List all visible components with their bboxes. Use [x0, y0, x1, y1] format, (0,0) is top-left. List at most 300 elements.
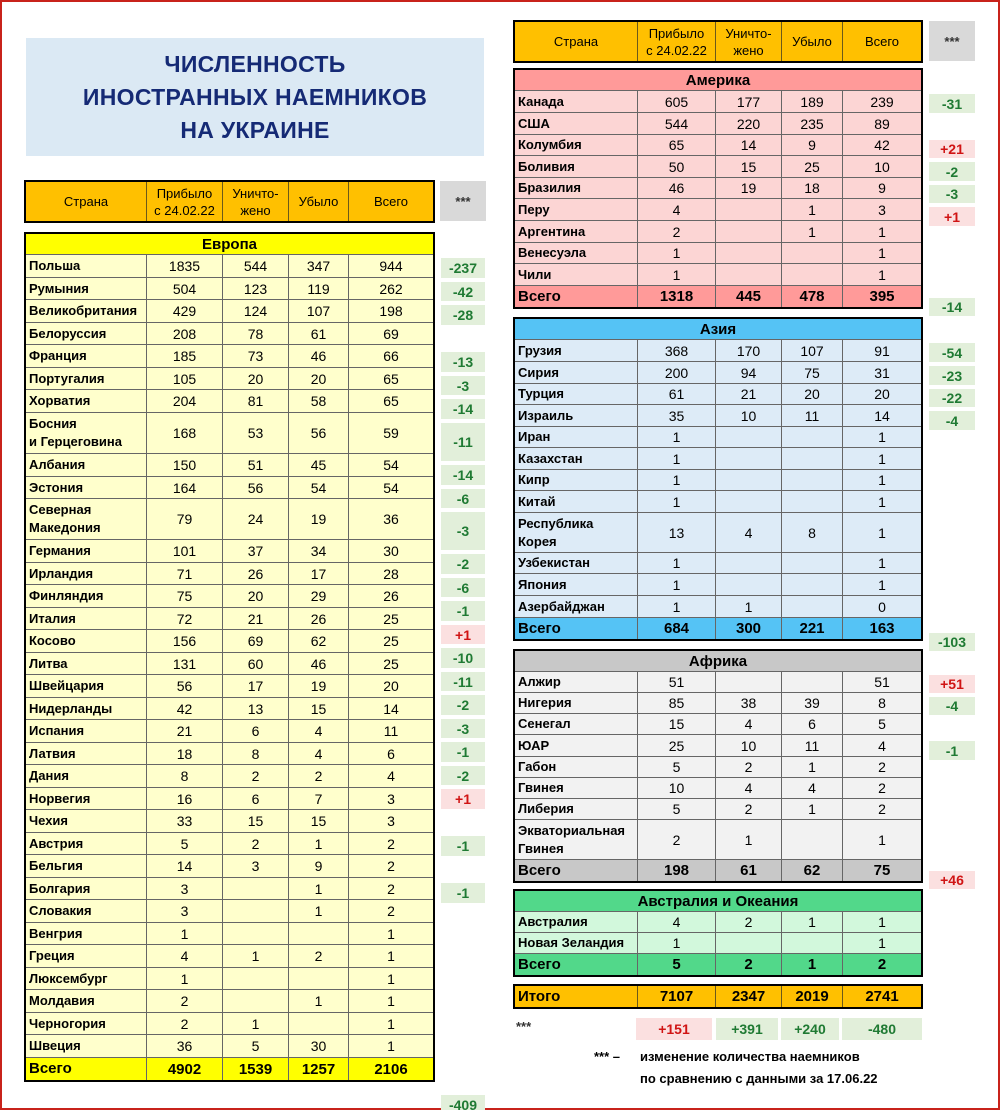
cell-total: 91 — [842, 340, 921, 361]
cell-destroyed: 123 — [222, 278, 288, 299]
cell-destroyed: 2 — [222, 765, 288, 787]
country-name: Грузия — [518, 342, 562, 358]
table-row — [26, 1013, 433, 1035]
cell-arrived: 131 — [146, 653, 222, 674]
cell-total: 26 — [348, 585, 433, 607]
cell-left: 46 — [288, 653, 348, 674]
cell-arrived: 16 — [146, 788, 222, 809]
cell-arrived: 164 — [146, 477, 222, 498]
table-row — [515, 405, 921, 427]
table-row — [26, 833, 433, 855]
cell-left: 6 — [781, 714, 842, 734]
cell-left: 8 — [781, 513, 842, 552]
cell-total: 54 — [348, 477, 433, 498]
country-name: Белоруссия — [29, 325, 107, 341]
country-name: Греция — [29, 948, 75, 963]
cell-arrived: 1 — [637, 470, 715, 490]
country-name: Великобритания — [29, 303, 138, 318]
cell-left — [781, 243, 842, 263]
cell-left: 39 — [781, 693, 842, 713]
table-row — [515, 933, 921, 954]
cell-left: 1 — [288, 878, 348, 899]
table-row — [515, 574, 921, 596]
table-row — [515, 693, 921, 714]
grand-total-left: 2019 — [781, 986, 842, 1007]
cell-left: 221 — [781, 618, 842, 639]
delta-cell: -10 — [441, 648, 485, 668]
delta-cell: -11 — [441, 423, 485, 461]
table-row — [515, 427, 921, 448]
header-left: Убыло — [781, 22, 842, 61]
header-left: Убыло — [288, 182, 348, 221]
cell-arrived: 168 — [146, 413, 222, 453]
cell-arrived: 684 — [637, 618, 715, 639]
cell-left: 54 — [288, 477, 348, 498]
cell-arrived: 75 — [146, 585, 222, 607]
cell-arrived: 1 — [637, 491, 715, 512]
table-row — [26, 810, 433, 833]
country-name: Швеция — [29, 1038, 81, 1053]
cell-total: 1 — [842, 470, 921, 490]
table-row — [515, 156, 921, 178]
country-name-line-2: Македония — [29, 520, 101, 535]
country-name: Иран — [518, 429, 551, 444]
cell-left: 107 — [781, 340, 842, 361]
cell-destroyed — [715, 574, 781, 595]
country-name: Гвинея — [518, 780, 564, 795]
table-row — [26, 855, 433, 878]
cell-left — [288, 923, 348, 944]
table-row — [26, 413, 433, 454]
cell-left: 9 — [781, 135, 842, 155]
title-line-2: ИНОСТРАННЫХ НАЕМНИКОВ — [82, 83, 428, 110]
cell-left: 18 — [781, 178, 842, 198]
cell-total: 1 — [842, 574, 921, 595]
cell-arrived: 1318 — [637, 286, 715, 307]
delta-cell: -23 — [929, 366, 975, 385]
country-name: Сенегал — [518, 716, 571, 731]
cell-total: 2106 — [348, 1058, 433, 1080]
cell-left — [288, 968, 348, 989]
cell-total: 14 — [842, 405, 921, 426]
cell-total: 8 — [842, 693, 921, 713]
cell-left: 2 — [288, 945, 348, 967]
cell-left — [781, 672, 842, 692]
delta-cell: +1 — [441, 625, 485, 644]
cell-left: 1 — [781, 912, 842, 932]
title-line-3: НА УКРАИНЕ — [180, 116, 330, 143]
delta-cell: -237 — [441, 258, 485, 278]
cell-total: 1 — [348, 1013, 433, 1034]
cell-left: 20 — [288, 368, 348, 389]
cell-destroyed — [715, 448, 781, 469]
cell-total: 2 — [842, 954, 921, 975]
region-title: Америка — [515, 70, 921, 91]
cell-total: 28 — [348, 563, 433, 584]
cell-left: 45 — [288, 454, 348, 476]
cell-destroyed: 8 — [222, 743, 288, 764]
legend-stars: *** – — [594, 1049, 621, 1064]
table-row — [26, 765, 433, 788]
cell-left: 62 — [288, 630, 348, 652]
cell-arrived: 544 — [637, 113, 715, 134]
country-name — [515, 820, 637, 859]
total-label: Всего — [518, 619, 561, 637]
country-name: Италия — [29, 610, 76, 626]
cell-total: 2 — [348, 878, 433, 899]
cell-arrived: 3 — [146, 878, 222, 899]
cell-left: 19 — [288, 675, 348, 697]
cell-total: 25 — [348, 608, 433, 629]
cell-arrived: 156 — [146, 630, 222, 652]
country-name: Азербайджан — [518, 598, 605, 614]
cell-total: 2 — [842, 757, 921, 777]
cell-left: 7 — [288, 788, 348, 809]
cell-left: 119 — [288, 278, 348, 299]
country-name-line-1: Босния — [29, 416, 77, 431]
header-destroyed: Уничто- жено — [715, 22, 781, 61]
cell-destroyed: 4 — [715, 513, 781, 552]
cell-total: 14 — [348, 698, 433, 719]
cell-left: 9 — [288, 855, 348, 877]
delta-cell: -28 — [441, 305, 485, 325]
country-name-line-1: Северная — [29, 502, 92, 517]
cell-total: 20 — [348, 675, 433, 697]
table-row — [515, 199, 921, 221]
region-total-row — [515, 618, 921, 639]
cell-total: 10 — [842, 156, 921, 177]
header-arrived: Прибыло с 24.02.22 — [146, 182, 222, 221]
total-label: Всего — [518, 955, 561, 973]
cell-destroyed: 81 — [222, 390, 288, 412]
table-row — [26, 788, 433, 810]
table-row — [26, 923, 433, 945]
cell-destroyed: 69 — [222, 630, 288, 652]
cell-total: 4 — [842, 735, 921, 756]
cell-left: 62 — [781, 860, 842, 881]
cell-total: 198 — [348, 300, 433, 322]
table-row — [515, 596, 921, 618]
cell-arrived: 35 — [637, 405, 715, 426]
region-title: Африка — [515, 651, 921, 672]
table-row — [515, 448, 921, 470]
legend-line-1: изменение количества наемников — [640, 1049, 860, 1064]
table-row — [26, 653, 433, 675]
header-country: Страна — [553, 34, 599, 49]
cell-destroyed: 170 — [715, 340, 781, 361]
cell-total: 2 — [842, 778, 921, 798]
table-row — [26, 454, 433, 477]
header-arrived: Прибыло с 24.02.22 — [637, 22, 715, 61]
country-name-line-2: Корея — [518, 533, 557, 549]
cell-arrived: 18 — [146, 743, 222, 764]
cell-total: 395 — [842, 286, 921, 307]
cell-arrived: 61 — [637, 384, 715, 404]
cell-destroyed: 124 — [222, 300, 288, 322]
cell-arrived: 13 — [637, 513, 715, 552]
cell-total: 65 — [348, 368, 433, 389]
delta-cell: -3 — [929, 185, 975, 203]
country-name: Чили — [518, 266, 552, 282]
cell-total: 1 — [348, 923, 433, 944]
cell-destroyed: 13 — [222, 698, 288, 719]
country-name: Германия — [29, 543, 91, 558]
comparison-left: +240 — [781, 1018, 839, 1040]
cell-destroyed: 2 — [715, 954, 781, 975]
country-name: Алжир — [518, 674, 561, 689]
delta-cell: -14 — [441, 465, 485, 485]
header-total: Всего — [348, 182, 433, 221]
cell-destroyed: 26 — [222, 563, 288, 584]
cell-left: 4 — [288, 743, 348, 764]
delta-cell: +46 — [929, 871, 975, 889]
delta-cell: -14 — [441, 399, 485, 419]
cell-destroyed: 6 — [222, 720, 288, 742]
cell-arrived: 15 — [637, 714, 715, 734]
cell-total: 75 — [842, 860, 921, 881]
table-row — [26, 630, 433, 653]
table-row — [26, 675, 433, 698]
cell-total: 11 — [348, 720, 433, 742]
cell-left — [781, 933, 842, 953]
country-name-line-1: Экваториальная — [518, 822, 626, 838]
cell-arrived: 85 — [637, 693, 715, 713]
delta-cell: -1 — [441, 883, 485, 903]
region-total-row — [515, 286, 921, 307]
cell-arrived: 605 — [637, 91, 715, 112]
cell-left: 75 — [781, 362, 842, 383]
comparison-arrived: +151 — [636, 1018, 712, 1040]
table-row — [515, 178, 921, 199]
cell-left: 1257 — [288, 1058, 348, 1080]
cell-destroyed — [715, 553, 781, 573]
country-name: Либерия — [518, 801, 574, 816]
country-name: Литва — [29, 655, 68, 671]
country-name: Аргентина — [518, 223, 586, 239]
cell-left: 1 — [781, 954, 842, 975]
grand-total-destroyed: 2347 — [715, 986, 781, 1007]
cell-total: 2 — [348, 900, 433, 922]
cell-total: 1 — [842, 820, 921, 859]
delta-cell: +1 — [929, 207, 975, 226]
cell-destroyed: 5 — [222, 1035, 288, 1057]
country-name: Бразилия — [518, 180, 581, 195]
delta-cell: -103 — [929, 633, 975, 651]
cell-left — [781, 574, 842, 595]
region-table-asia — [513, 317, 923, 641]
country-name — [26, 499, 146, 539]
cell-left: 1 — [288, 900, 348, 922]
country-name — [515, 513, 637, 552]
cell-destroyed — [222, 968, 288, 989]
country-name: Хорватия — [29, 393, 91, 408]
cell-destroyed: 2 — [222, 833, 288, 854]
table-row — [515, 470, 921, 491]
cell-arrived: 46 — [637, 178, 715, 198]
delta-cell: -31 — [929, 94, 975, 113]
cell-left — [781, 264, 842, 285]
cell-arrived: 4 — [637, 912, 715, 932]
cell-left: 235 — [781, 113, 842, 134]
country-name: Финляндия — [29, 588, 104, 603]
cell-left: 189 — [781, 91, 842, 112]
delta-cell: -2 — [441, 766, 485, 785]
region-table-europe — [24, 232, 435, 1082]
cell-arrived: 1 — [637, 264, 715, 285]
cell-total: 1 — [842, 491, 921, 512]
cell-total: 1 — [842, 221, 921, 242]
cell-arrived: 1835 — [146, 255, 222, 277]
cell-arrived: 72 — [146, 608, 222, 629]
cell-arrived: 204 — [146, 390, 222, 412]
cell-destroyed: 6 — [222, 788, 288, 809]
cell-destroyed: 3 — [222, 855, 288, 877]
table-row — [26, 698, 433, 720]
cell-left: 29 — [288, 585, 348, 607]
cell-total: 59 — [348, 413, 433, 453]
cell-total: 2 — [348, 833, 433, 854]
legend-line-2: по сравнению с данными за 17.06.22 — [640, 1071, 878, 1086]
cell-arrived: 4902 — [146, 1058, 222, 1080]
country-name: Канада — [518, 93, 564, 109]
cell-destroyed: 19 — [715, 178, 781, 198]
cell-left: 1 — [781, 757, 842, 777]
cell-destroyed: 38 — [715, 693, 781, 713]
table-header-left — [24, 180, 435, 223]
country-name: Швейцария — [29, 678, 105, 693]
cell-destroyed — [222, 923, 288, 944]
cell-total: 262 — [348, 278, 433, 299]
cell-left: 34 — [288, 540, 348, 562]
cell-arrived: 5 — [637, 757, 715, 777]
cell-arrived: 1 — [146, 968, 222, 989]
cell-total: 1 — [842, 427, 921, 447]
cell-arrived: 1 — [637, 243, 715, 263]
cell-left: 478 — [781, 286, 842, 307]
cell-destroyed: 4 — [715, 714, 781, 734]
delta-cell: -11 — [441, 672, 485, 691]
table-row — [26, 323, 433, 345]
table-row — [26, 1035, 433, 1058]
region-title: Азия — [515, 319, 921, 340]
cell-arrived: 2 — [146, 990, 222, 1012]
cell-total: 1 — [348, 968, 433, 989]
cell-destroyed: 10 — [715, 735, 781, 756]
table-row — [26, 900, 433, 923]
cell-destroyed — [222, 990, 288, 1012]
cell-arrived: 2 — [146, 1013, 222, 1034]
cell-total: 51 — [842, 672, 921, 692]
table-row — [515, 513, 921, 553]
table-row — [515, 672, 921, 693]
country-name: Португалия — [29, 370, 105, 386]
cell-destroyed: 94 — [715, 362, 781, 383]
table-row — [26, 540, 433, 563]
cell-destroyed: 73 — [222, 345, 288, 367]
cell-total: 4 — [348, 765, 433, 787]
country-name: Япония — [518, 576, 567, 592]
cell-left: 107 — [288, 300, 348, 322]
cell-total: 163 — [842, 618, 921, 639]
cell-destroyed: 1 — [715, 820, 781, 859]
table-row — [26, 368, 433, 390]
cell-left — [781, 427, 842, 447]
region-table-oceania — [513, 889, 923, 977]
delta-cell: -4 — [929, 697, 975, 715]
cell-left: 2 — [288, 765, 348, 787]
cell-arrived: 5 — [146, 833, 222, 854]
header-country: Страна — [63, 194, 109, 209]
country-name: Нигерия — [518, 695, 572, 710]
cell-total: 1 — [842, 553, 921, 573]
country-name: Австрия — [29, 835, 84, 851]
table-row — [515, 799, 921, 820]
table-row — [515, 362, 921, 384]
cell-total: 944 — [348, 255, 433, 277]
cell-left — [781, 553, 842, 573]
table-row — [515, 778, 921, 799]
region-table-america — [513, 68, 923, 309]
cell-destroyed: 24 — [222, 499, 288, 539]
country-name: Косово — [29, 633, 76, 648]
cell-total: 1 — [348, 1035, 433, 1057]
table-row — [515, 553, 921, 574]
region-title: Австралия и Океания — [515, 891, 921, 912]
cell-destroyed: 1 — [222, 1013, 288, 1034]
cell-arrived: 51 — [637, 672, 715, 692]
country-name: Венесуэла — [518, 245, 587, 260]
delta-cell: +1 — [441, 789, 485, 809]
cell-left: 26 — [288, 608, 348, 629]
cell-destroyed — [715, 221, 781, 242]
cell-destroyed: 300 — [715, 618, 781, 639]
grand-total-row — [513, 984, 923, 1009]
cell-arrived: 208 — [146, 323, 222, 344]
cell-arrived: 56 — [146, 675, 222, 697]
country-name: Норвегия — [29, 790, 91, 806]
country-name: Колумбия — [518, 137, 582, 152]
cell-left — [781, 491, 842, 512]
delta-cell: -1 — [441, 742, 485, 762]
table-row — [26, 585, 433, 608]
country-name: Ирландия — [29, 565, 94, 581]
cell-left: 25 — [781, 156, 842, 177]
country-name: Казахстан — [518, 450, 583, 466]
cell-arrived: 71 — [146, 563, 222, 584]
country-name: Новая Зеландия — [518, 935, 625, 950]
cell-destroyed: 37 — [222, 540, 288, 562]
cell-destroyed: 56 — [222, 477, 288, 498]
cell-left — [781, 470, 842, 490]
cell-destroyed — [715, 933, 781, 953]
total-label: Всего — [518, 287, 561, 305]
cell-left: 11 — [781, 735, 842, 756]
table-row — [515, 820, 921, 860]
cell-total: 1 — [842, 513, 921, 552]
cell-left: 15 — [288, 810, 348, 832]
cell-total: 25 — [348, 653, 433, 674]
grand-total-label: Итого — [518, 988, 561, 1005]
delta-cell: -4 — [929, 411, 975, 430]
cell-destroyed — [222, 900, 288, 922]
cell-arrived: 2 — [637, 221, 715, 242]
cell-arrived: 429 — [146, 300, 222, 322]
cell-destroyed: 220 — [715, 113, 781, 134]
cell-left: 56 — [288, 413, 348, 453]
cell-total: 3 — [348, 788, 433, 809]
cell-destroyed: 177 — [715, 91, 781, 112]
cell-arrived: 65 — [637, 135, 715, 155]
